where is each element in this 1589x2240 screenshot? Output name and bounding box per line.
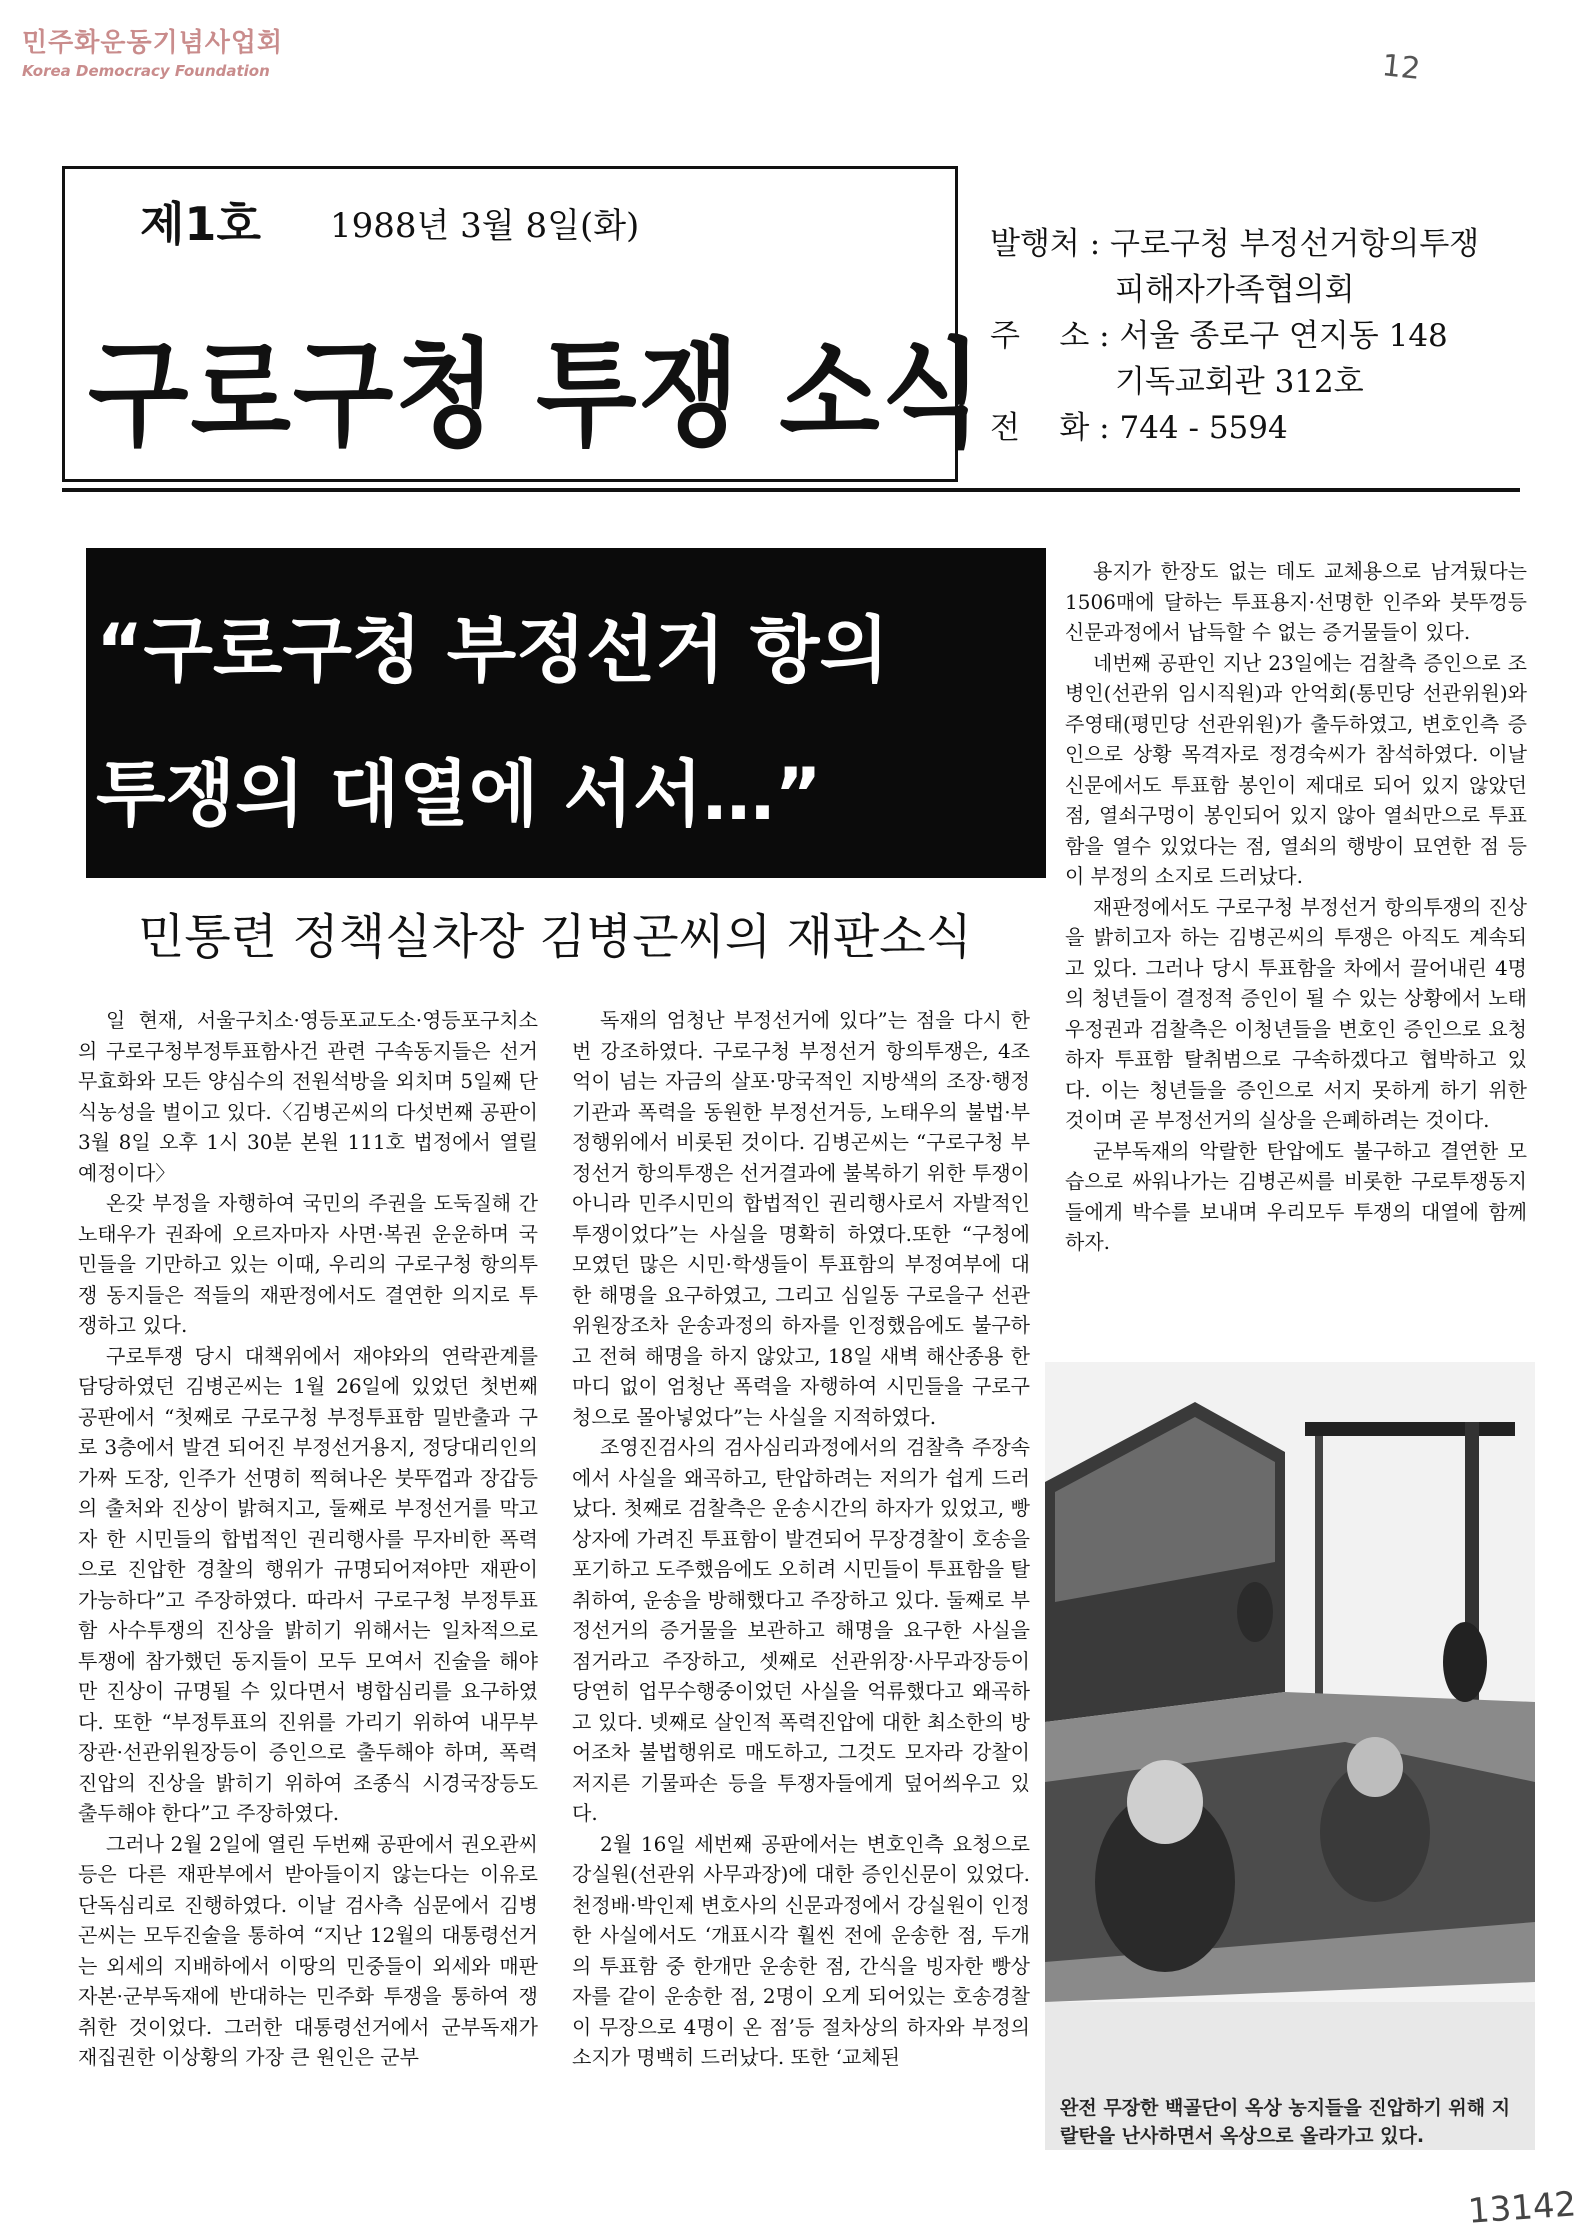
issue-number: 제1호: [140, 197, 261, 251]
address-info: [990, 314, 1448, 359]
photo-caption: 완전 무장한 백골단이 옥상 농지들을 진압하기 위해 지랄탄을 난사하면서 옥상으로 올라가고 있다.: [1060, 2097, 1511, 2147]
paragraph: 그러나 2월 2일에 열린 두번째 공판에서 권오관씨 등은 다른 재판부에서 받아들이지 않는다는 이유로 단독심리로 진행하였다. 이날 검사측 심문에서 김병곤씨는 모두진술을 통하여 “지난 12월의 대통령선거는 외세의 지배하에서 이땅의 민중들이 외세와 매판자본·군부독재에 반대하는 민주화 투쟁을 통하여 쟁취한 것이었다. 그러한 대통령선거에서 군부독재가 재집권한 이상황의 가장 큰 원인은 군부: [78, 1831, 538, 2069]
paragraph: 독재의 엄청난 부정선거에 있다”는 점을 다시 한번 강조하였다. 구로구청 부정선거 항의투쟁은, 4조억이 넘는 자금의 살포·망국적인 지방색의 조장·행정기관과 폭력을 동원한 부정선거등, 노태우의 불법·부정행위에서 비롯된 것이다. 김병곤씨는 “구로구청 부정선거 항의투쟁은 선거결과에 불복하기 위한 투쟁이 아니라 민주시민의 합법적인 권리행사로서 자발적인 투쟁이었다”는 사실을 명확히 하였다.또한 “구청에 모였던 많은 시민·학생들이 투표함의 부정여부에 대한 해명을 요구하였고, 그리고 심일동 구로을구 선관위원장조차 운송과정의 하자를 인정했음에도 불구하고 전혀 해명을 하지 않았고, 18일 새벽 해산종용 한마디 없이 엄청난 폭력을 자행하여 시민들을 구로구청으로 몰아넣었다”는 사실을 지적하였다.: [572, 1008, 1030, 1429]
paragraph: 재판정에서도 구로구청 부정선거 항의투쟁의 진상을 밝히고자 하는 김병곤씨의 투쟁은 아직도 계속되고 있다. 그러나 당시 투표함을 차에서 끌어내린 4명의 청년들이 결정적 증인이 될 수 있는 상황에서 노태우정권과 검찰측은 이청년들을 변호인 증인으로 요청하자 투표함 탈취범으로 구속하겠다고 협박하고 있다. 이는 청년들을 증인으로 서지 못하게 하기 위한 것이며 곧 부정선거의 실상을 은폐하려는 것이다.: [1065, 894, 1527, 1132]
paragraph: 용지가 한장도 없는 데도 교체용으로 남겨뒀다는 1506매에 달하는 투표용지·선명한 인주와 붓뚜껑등 신문과정에서 납득할 수 없는 증거물들이 있다.: [1065, 559, 1527, 644]
paragraph: 구로투쟁 당시 대책위에서 재야와의 연락관계를 담당하였던 김병곤씨는 1월 26일에 있었던 첫번째 공판에서 “첫째로 구로구청 부정투표함 밀반출과 구로 3층에서 발견 되어진 부정선거용지, 정당대리인의 가짜 도장, 인주가 선명히 찍혀나온 붓뚜껍과 장갑등의 출처와 진상이 밝혀지고, 둘째로 부정선거를 막고자 한 시민들의 합법적인 권리행사를 무자비한 폭력으로 진압한 경찰의 행위가 규명되어져야만 재판이 가능하다”고 주장하였다. 따라서 구로구청 부정투표함 사수투쟁의 진상을 밝히기 위해서는 일차적으로 투쟁에 참가했던 동지들이 모두 모여서 진술을 해야만 진상이 규명될 수 있다면서 병합심리를 요구하였다. 또한 “부정투표의 진위를 가리기 위하여 내무부장관·선관위원장등이 증인으로 출두해야 하며, 폭력진압의 진상을 밝히기 위하여 조종식 시경국장등도 출두해야 한다”고 주장하였다.: [78, 1343, 538, 1825]
address-line-1: 서울 종로구 연지동 148: [1119, 318, 1448, 354]
handwritten-note-top: 12: [1380, 48, 1422, 87]
article-column-1: [78, 1005, 538, 2073]
paragraph: 조영진검사의 검사심리과정에서의 검찰측 주장속에서 사실을 왜곡하고, 탄압하려는 저의가 쉽게 드러났다. 첫째로 검찰측은 운송시간의 하자가 있었고, 빵상자에 가려진 투표함이 발견되어 무장경찰이 호송을 포기하고 도주했음에도 오히려 시민들이 투표함을 탈취하여, 운송을 방해했다고 주장하고 있다. 둘째로 부정선거의 증거물을 보관하고 해명을 요구한 사실을 점거라고 주장하고, 셋째로 선관위장·사무과장등이 당연히 업무수행중이었던 사실을 억류했다고 왜곡하고 있다. 넷째로 살인적 폭력진압에 대한 최소한의 방어조차 불법행위로 매도하고, 그것도 모자라 강찰이 저지른 기물파손 등을 투쟁자들에게 덮어씌우고 있다.: [572, 1435, 1030, 1825]
phone-label: 전 화 :: [990, 410, 1120, 446]
headline-line-2: 투쟁의 대열에 서서…”: [96, 752, 822, 836]
watermark-org-en: Korea Democracy Foundation: [22, 62, 270, 80]
publisher-line-1: 구로구청 부정선거항의투쟁: [1110, 226, 1480, 262]
publisher-line-2: 피해자가족협의회: [1115, 272, 1355, 308]
publisher-label: 발행처 :: [990, 226, 1110, 262]
article-column-2: [572, 1005, 1030, 2073]
photo-illustration: [1045, 1362, 1535, 2150]
issue-date: 1988년 3월 8일(화): [330, 206, 640, 246]
news-photo: [1045, 1362, 1535, 2150]
phone-info: [990, 406, 1288, 451]
paragraph: 군부독재의 악랄한 탄압에도 불구하고 결연한 모습으로 싸워나가는 김병곤씨를 비롯한 구로투쟁동지들에게 박수를 보내며 우리모두 투쟁의 대열에 함께하자.: [1065, 1138, 1527, 1254]
phone-number: 744 - 5594: [1119, 410, 1288, 446]
paragraph: 2월 16일 세번째 공판에서는 변호인측 요청으로 강실원(선관위 사무과장)에 대한 증인신문이 있었다. 천정배·박인제 변호사의 신문과정에서 강실원이 인정한 사실에서도 ‘개표시각 훨씬 전에 운송한 점, 두개의 투표함 중 한개만 운송한 점, 간식을 빙자한 빵상자를 같이 운송한 점, 2명이 오게 되어있는 호송경찰이 무장으로 4명이 온 점’등 절차상의 하자와 부정의 소지가 명백히 드러났다. 또한 ‘교체된: [572, 1831, 1030, 2069]
headline-line-1: “구로구청 부정선거 항의: [96, 608, 889, 692]
paragraph: 네번째 공판인 지난 23일에는 검찰측 증인으로 조병인(선관위 임시직원)과 안억회(통민당 선관위원)와 주영태(평민당 선관위원)가 출두하였고, 변호인측 증인으로 상황 목격자로 정경숙씨가 참석하였다. 이날 신문에서도 투표함 봉인이 제대로 되어 있지 않았던 점, 열쇠구멍이 봉인되어 있지 않아 열쇠만으로 투표함을 열수 있었다는 점, 열쇠의 행방이 묘연한 점 등이 부정의 소지로 드러났다.: [1065, 650, 1527, 888]
publisher-info: [990, 222, 1479, 267]
newsletter-title: 구로구청 투쟁 소식: [88, 325, 985, 463]
masthead-rule: [62, 488, 1520, 492]
watermark-org-kr: 민주화운동기념사업회: [22, 28, 284, 58]
article-column-3: [1065, 556, 1527, 1258]
address-line-2: 기독교회관 312호: [1115, 364, 1364, 400]
subheadline: 민통련 정책실차장 김병곤씨의 재판소식: [138, 909, 973, 965]
address-label: 주 소 :: [990, 318, 1120, 354]
handwritten-note-bottom: 13142: [1466, 2184, 1578, 2232]
paragraph: 일 현재, 서울구치소·영등포교도소·영등포구치소의 구로구청부정투표함사건 관련 구속동지들은 선거무효화와 모든 양심수의 전원석방을 외치며 5일째 단식농성을 벌이고 있다.〈김병곤씨의 다섯번째 공판이 3월 8일 오후 1시 30분 본원 111호 법정에서 열릴 예정이다〉: [78, 1008, 538, 1185]
paragraph: 온갖 부정을 자행하여 국민의 주권을 도둑질해 간 노태우가 권좌에 오르자마자 사면·복권 운운하며 국민들을 기만하고 있는 이때, 우리의 구로구청 항의투쟁 동지들은 적들의 재판정에서도 결연한 의지로 투쟁하고 있다.: [78, 1191, 538, 1337]
